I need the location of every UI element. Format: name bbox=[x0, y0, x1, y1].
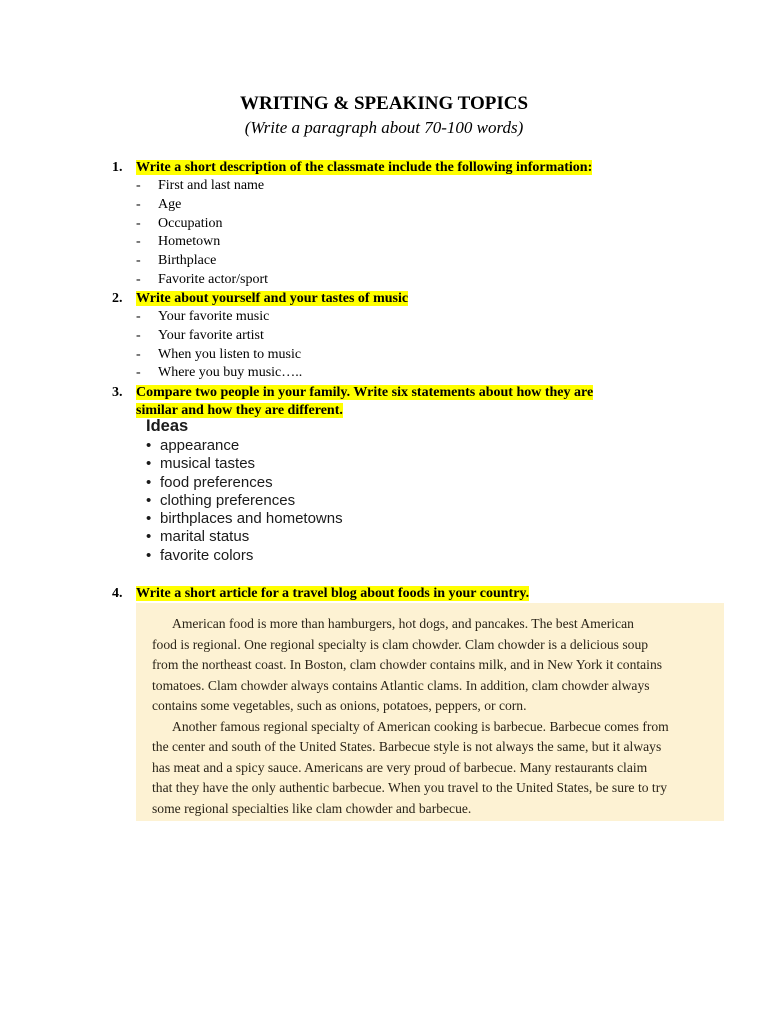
article-line: Another famous regional specialty of American cooking is barbecue. Barbecue comes from bbox=[172, 718, 669, 734]
page-title: WRITING & SPEAKING TOPICS bbox=[239, 93, 529, 114]
bullet-marker: • bbox=[146, 510, 152, 528]
list-item bbox=[136, 271, 268, 290]
list-item bbox=[146, 437, 343, 455]
bullet-marker: • bbox=[146, 491, 152, 509]
article-line: tomatoes. Clam chowder always contains Atlantic clams. In addition, clam chowder always bbox=[152, 677, 650, 693]
dash-marker: - bbox=[136, 215, 141, 231]
list-item-text: Occupation bbox=[158, 215, 223, 231]
bullet-marker: • bbox=[146, 455, 152, 473]
list-item bbox=[146, 528, 343, 546]
ideas-list bbox=[146, 437, 343, 565]
list-item-text: Hometown bbox=[158, 234, 221, 250]
topic-number: 4. bbox=[112, 586, 123, 601]
article-line: has meat and a spicy sauce. Americans are very proud of barbecue. Many restaurants claim bbox=[152, 759, 648, 775]
ideas-panel bbox=[146, 416, 343, 565]
topic-number: 1. bbox=[112, 160, 123, 175]
list-item bbox=[136, 252, 268, 271]
list-item-text: Your favorite music bbox=[158, 309, 270, 324]
list-item bbox=[146, 510, 343, 528]
dash-marker: - bbox=[136, 271, 141, 287]
ideas-heading: Ideas bbox=[146, 417, 189, 435]
article-line: food is regional. One regional specialty is clam chowder. Clam chowder is a delicious soup bbox=[152, 636, 649, 652]
topic-number: 2. bbox=[112, 291, 123, 306]
list-item bbox=[146, 474, 343, 492]
bullet-marker: • bbox=[146, 473, 152, 491]
list-item-text: marital status bbox=[160, 528, 250, 546]
list-item-text: favorite colors bbox=[160, 546, 254, 564]
bullet-marker: • bbox=[146, 528, 152, 546]
dash-marker: - bbox=[136, 196, 141, 212]
list-item bbox=[136, 196, 268, 215]
topic-prompt: Write a short description of the classmate include the following information: bbox=[136, 160, 593, 175]
article-line: from the northeast coast. In Boston, clam chowder contains milk, and in New York it contains bbox=[152, 657, 663, 672]
list-item bbox=[136, 177, 268, 196]
article-line: contains some vegetables, such as onions, potatoes, peppers, or corn. bbox=[152, 698, 527, 713]
list-item bbox=[136, 364, 302, 383]
list-item-text: Your favorite artist bbox=[158, 327, 264, 343]
list-item-text: birthplaces and hometowns bbox=[160, 510, 343, 528]
list-item-text: Age bbox=[158, 196, 182, 212]
topic-prompt: Write about yourself and your tastes of music bbox=[136, 291, 409, 306]
list-item bbox=[146, 455, 343, 473]
list-item bbox=[136, 346, 302, 365]
article-line: some regional specialties like clam chowder and barbecue. bbox=[152, 800, 472, 816]
page-subtitle: (Write a paragraph about 70-100 words) bbox=[244, 118, 524, 137]
list-item bbox=[146, 547, 343, 565]
dash-marker: - bbox=[136, 327, 141, 343]
bullet-marker: • bbox=[146, 437, 152, 454]
list-item-text: musical tastes bbox=[160, 455, 256, 473]
topic-prompt-line-2: similar and how they are different. bbox=[136, 403, 343, 418]
dash-marker: - bbox=[136, 253, 141, 269]
article-paragraph-2 bbox=[152, 717, 712, 820]
list-item bbox=[136, 308, 302, 327]
article-line: American food is more than hamburgers, hot dogs, and pancakes. The best American bbox=[172, 616, 634, 631]
list-item-text: appearance bbox=[160, 437, 240, 454]
list-item-text: When you listen to music bbox=[158, 346, 302, 362]
list-item-text: clothing preferences bbox=[160, 491, 296, 509]
list-item bbox=[136, 233, 268, 252]
dash-marker: - bbox=[136, 365, 141, 381]
list-item bbox=[146, 492, 343, 510]
topic-1-list bbox=[136, 177, 268, 290]
list-item-text: Where you buy music….. bbox=[158, 365, 303, 381]
dash-marker: - bbox=[136, 309, 141, 324]
list-item-text: Birthplace bbox=[158, 253, 217, 269]
article-line: the center and south of the United States. Barbecue style is not always the same, but it always bbox=[152, 739, 662, 754]
article-line: that they have the only authentic barbecue. When you travel to the United States, be sure to try bbox=[152, 780, 668, 795]
topic-prompt-line-1: Compare two people in your family. Write six statements about how they are bbox=[136, 385, 594, 400]
dash-marker: - bbox=[136, 234, 141, 250]
dash-marker: - bbox=[136, 346, 141, 362]
topic-number: 3. bbox=[112, 385, 123, 400]
article-paragraph-1 bbox=[152, 614, 712, 717]
list-item bbox=[136, 215, 268, 234]
topic-2-list bbox=[136, 308, 302, 383]
article-excerpt bbox=[136, 603, 724, 821]
list-item bbox=[136, 327, 302, 346]
dash-marker: - bbox=[136, 178, 141, 193]
topic-prompt: Write a short article for a travel blog about foods in your country. bbox=[136, 586, 530, 601]
list-item-text: First and last name bbox=[158, 178, 265, 193]
bullet-marker: • bbox=[146, 546, 152, 564]
list-item-text: Favorite actor/sport bbox=[158, 271, 269, 287]
list-item-text: food preferences bbox=[160, 473, 273, 491]
